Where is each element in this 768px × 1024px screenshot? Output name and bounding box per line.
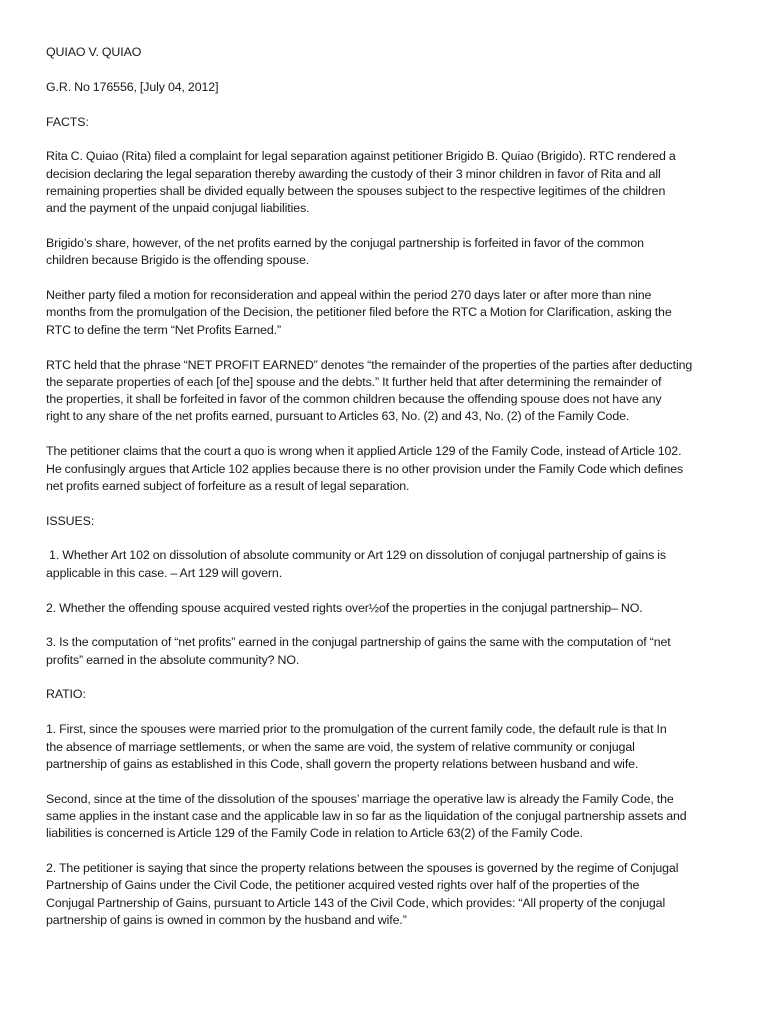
ratio-paragraph-1 bbox=[46, 721, 722, 773]
issue-3 bbox=[46, 634, 722, 669]
text-line: right to any share of the net profits earned, pursuant to Articles 63, No. (2) and 43, No. (2) of the Family Code. bbox=[46, 409, 630, 424]
text-line: same applies in the instant case and the applicable law in so far as the liquidation of the conjugal partnership assets and bbox=[46, 808, 687, 823]
ratio-heading: RATIO: bbox=[46, 687, 86, 702]
ratio-paragraph-3 bbox=[46, 860, 722, 929]
facts-heading: FACTS: bbox=[46, 114, 89, 129]
text-line: children because Brigido is the offending spouse. bbox=[46, 253, 310, 268]
text-line: Conjugal Partnership of Gains, pursuant to Article 143 of the Civil Code, which provides: “All property of the conjugal bbox=[46, 895, 666, 910]
text-line: and the payment of the unpaid conjugal liabilities. bbox=[46, 201, 310, 216]
issues-heading: ISSUES: bbox=[46, 513, 95, 528]
text-line: partnership of gains is owned in common by the husband and wife.” bbox=[46, 912, 407, 927]
text-line: applicable in this case. – Art 129 will govern. bbox=[46, 565, 283, 580]
text-line: RTC held that the phrase “NET PROFIT EARNED” denotes “the remainder of the properties of the parties after deducting bbox=[46, 357, 693, 372]
document-page bbox=[46, 44, 722, 929]
text-line: 2. Whether the offending spouse acquired vested rights over½of the properties in the conjugal partnership– NO. bbox=[46, 600, 643, 615]
text-line: net profits earned subject of forfeiture as a result of legal separation. bbox=[46, 478, 410, 493]
facts-paragraph-4 bbox=[46, 357, 722, 426]
text-line: 1. Whether Art 102 on dissolution of absolute community or Art 129 on dissolution of conjugal partnership of gains is bbox=[46, 548, 666, 563]
text-line: the absence of marriage settlements, or when the same are void, the system of relative community or conjugal bbox=[46, 739, 635, 754]
text-line: RTC to define the term “Net Profits Earned.” bbox=[46, 322, 281, 337]
text-line: Neither party filed a motion for reconsideration and appeal within the period 270 days later or after more than nine bbox=[46, 288, 652, 303]
text-line: remaining properties shall be divided equally between the spouses subject to the respective legitimes of the children bbox=[46, 183, 666, 198]
text-line: He confusingly argues that Article 102 applies because there is no other provision under the Family Code which defines bbox=[46, 461, 684, 476]
text-line: partnership of gains as established in this Code, shall govern the property relations between husband and wife. bbox=[46, 756, 639, 771]
text-line: 2. The petitioner is saying that since the property relations between the spouses is governed by the regime of Conjugal bbox=[46, 861, 679, 875]
text-line: Second, since at the time of the dissolution of the spouses’ marriage the operative law is already the Family Code, the bbox=[46, 791, 674, 806]
ratio-paragraph-2 bbox=[46, 791, 722, 843]
case-title: QUIAO V. QUIAO bbox=[46, 45, 142, 59]
issue-1 bbox=[46, 547, 722, 582]
text-line: 3. Is the computation of “net profits” earned in the conjugal partnership of gains the same with the computation of “net bbox=[46, 635, 671, 650]
text-line: Partnership of Gains under the Civil Code, the petitioner acquired vested rights over half of the properties of the bbox=[46, 878, 640, 893]
text-line: 1. First, since the spouses were married prior to the promulgation of the current family code, the default rule is that In bbox=[46, 722, 667, 737]
text-line: the separate properties of each [of the] spouse and the debts.” It further held that after determining the remainder of bbox=[46, 374, 662, 389]
text-line: decision declaring the legal separation thereby awarding the custody of their 3 minor children in favor of Rita and all bbox=[46, 166, 661, 181]
facts-paragraph-2 bbox=[46, 235, 722, 270]
facts-paragraph-3 bbox=[46, 287, 722, 339]
text-line: months from the promulgation of the Decision, the petitioner filed before the RTC a Motion for Clarification, asking the bbox=[46, 305, 672, 320]
text-line: liabilities is concerned is Article 129 of the Family Code in relation to Article 63(2) of the Family Code. bbox=[46, 826, 583, 841]
text-line: Brigido’s share, however, of the net profits earned by the conjugal partnership is forfeited in favor of the common bbox=[46, 236, 644, 251]
issue-2 bbox=[46, 600, 722, 617]
facts-paragraph-5 bbox=[46, 443, 722, 495]
text-line: Rita C. Quiao (Rita) filed a complaint for legal separation against petitioner Brigido B. Quiao (Brigido). RTC rendered a bbox=[46, 149, 676, 164]
text-line: profits” earned in the absolute community? NO. bbox=[46, 652, 300, 667]
case-number: G.R. No 176556, [July 04, 2012] bbox=[46, 79, 219, 94]
facts-paragraph-1 bbox=[46, 148, 722, 217]
text-line: the properties, it shall be forfeited in favor of the common children because the offending spouse does not have any bbox=[46, 392, 662, 407]
text-line: The petitioner claims that the court a quo is wrong when it applied Article 129 of the Family Code, instead of Article 102. bbox=[46, 444, 682, 459]
